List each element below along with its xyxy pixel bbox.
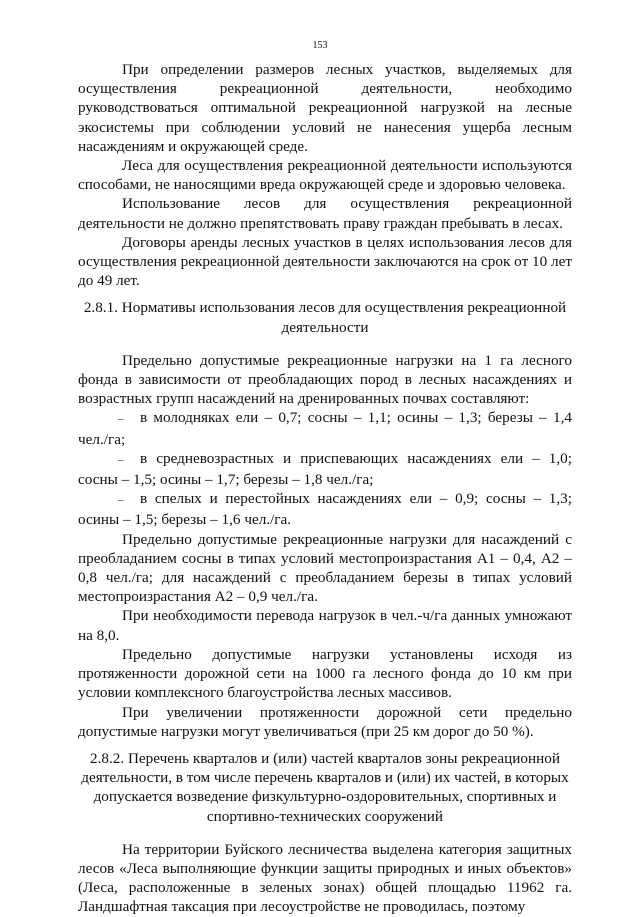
paragraph: Договоры аренды лесных участков в целях использования лесов для осуществления рекреационной деятельности заключаются на срок от 10 лет до 49 лет. — [78, 233, 572, 290]
paragraph: При необходимости перевода нагрузок в чел.-ч/га данных умножают на 8,0. — [78, 607, 572, 644]
list-marker: – — [118, 453, 124, 466]
list-item-text: в средневозрастных и приспевающих насаждениях ели – 1,0; сосны – 1,5; осины – 1,7; березы – 1,8 чел./га; — [78, 449, 572, 489]
list-item — [78, 408, 572, 448]
paragraph: При определении размеров лесных участков, выделяемых для осуществления рекреационной деятельности, необходимо руководствоваться оптимальной рекреационной нагрузкой на лесные экосистемы при соблюдении условий не нанесения ущерба лесным насаждениям и окружающей среде. — [78, 61, 572, 155]
list-item-text: в молодняках ели – 0,7; сосны – 1,1; осины – 1,3; березы – 1,4 чел./га; — [78, 409, 572, 448]
paragraph: Предельно допустимые рекреационные нагрузки для насаждений с преобладанием сосны в типах условий местопроизрастания А1 – 0,4, А2 – 0,8 чел./га; для насаждений с преобладанием березы в типах условий местопроизрастания А2 – 0,9 чел./га. — [78, 530, 572, 606]
paragraph: На территории Буйского лесничества выделена категория защитных лесов «Леса выполняющие функции защиты природных и иных объектов» (Леса, расположенные в зеленых зонах) общей площадью 11962 га. Ландшафтная таксация при лесоустройстве не проводилась, поэтому — [78, 840, 572, 916]
paragraph: Предельно допустимые нагрузки установлены исходя из протяженности дорожной сети на 1000 га лесного фонда до 10 км при условии комплексного благоустройства лесных массивов. — [78, 645, 572, 702]
paragraph: Леса для осуществления рекреационной деятельности используются способами, не наносящими вреда окружающей среде и здоровью человека. — [78, 157, 572, 194]
section-heading-2-8-1: 2.8.1. Нормативы использования лесов для осуществления рекреационной деятельности — [83, 299, 567, 336]
list-item — [78, 489, 572, 529]
page-number: 153 — [312, 40, 328, 51]
list-item-text: в спелых и перестойных насаждениях ели – 0,9; сосны – 1,3; осины – 1,5; березы – 1,6 чел./га. — [78, 490, 572, 529]
list-marker: – — [118, 494, 124, 507]
list-marker: – — [118, 413, 124, 426]
paragraph: При увеличении протяженности дорожной сети предельно допустимые нагрузки могут увеличиваться (при 25 км дорог до 50 %). — [78, 703, 572, 740]
paragraph: Предельно допустимые рекреационные нагрузки на 1 га лесного фонда в зависимости от преобладающих пород в лесных насаждениях и возрастных групп насаждений на дренированных почвах составляют: — [78, 351, 572, 408]
list-item — [78, 449, 572, 489]
document-body — [78, 60, 572, 917]
section-heading-2-8-2: 2.8.2. Перечень кварталов и (или) частей кварталов зоны рекреационной деятельности, в том числе перечень кварталов и (или) их частей, в которых допускается возведение физкультурно-оздоровительных, спортивных и спортивно-технических сооружений — [81, 749, 569, 825]
paragraph: Использование лесов для осуществления рекреационной деятельности не должно препятствовать праву граждан пребывать в лесах. — [78, 195, 572, 232]
